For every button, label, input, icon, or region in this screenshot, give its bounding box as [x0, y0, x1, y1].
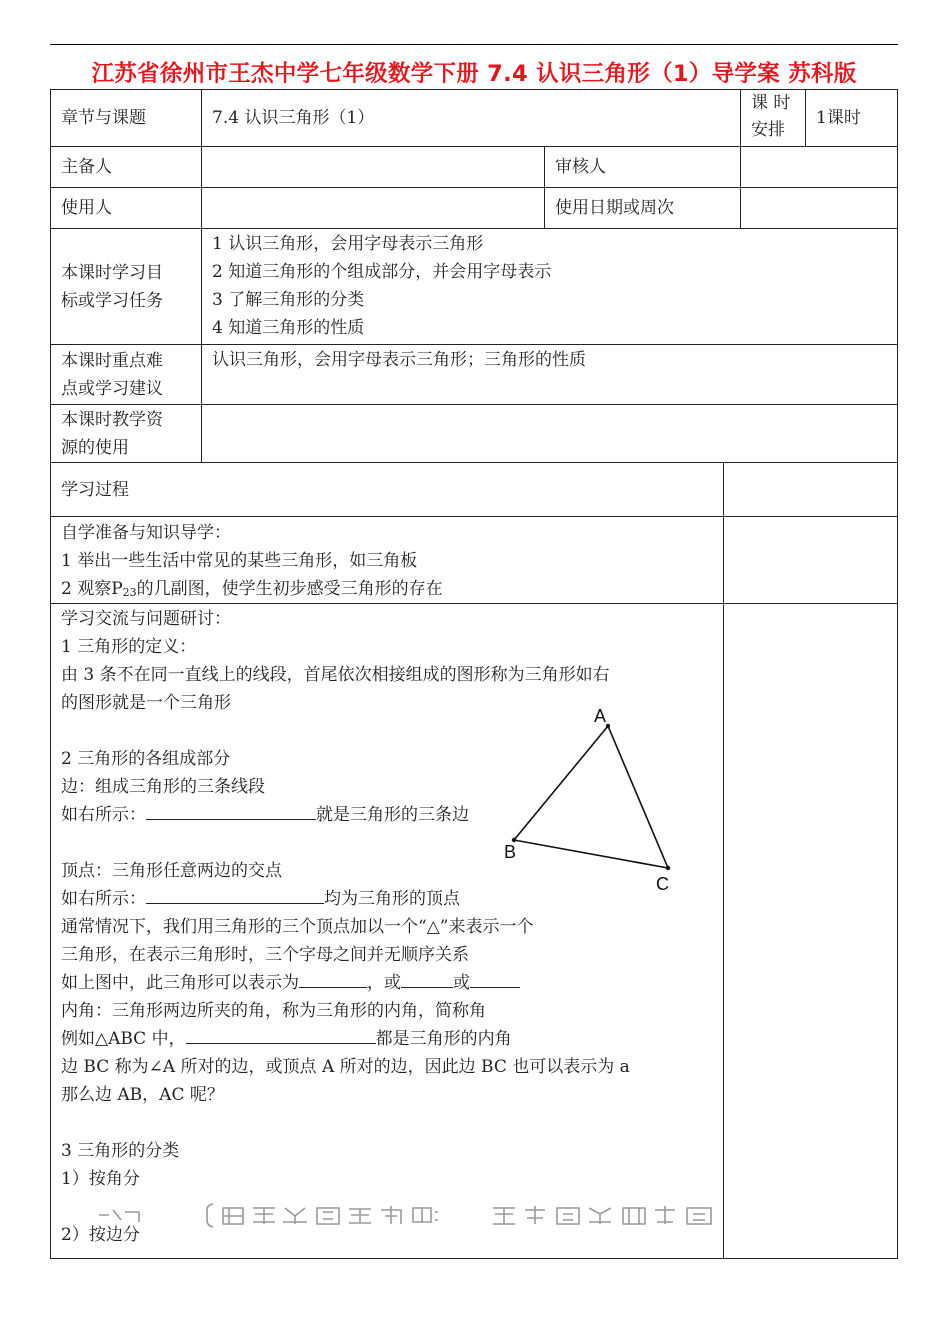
hours-label-line-1: 课 时 [751, 93, 791, 113]
user-label-cell [50, 187, 202, 229]
vertex-c-dot [666, 866, 670, 870]
angles-answer-blank[interactable] [186, 1025, 376, 1044]
study-heading: 学习交流与问题研讨： [61, 609, 231, 629]
notation-answer-blank-2[interactable] [401, 969, 453, 988]
prep-line-1: 1 举出一些生活中常见的某些三角形，如三角板 [61, 551, 418, 571]
reviewer-label: 审核人 [555, 157, 606, 177]
prep-side-cell [723, 516, 898, 604]
goal-item: 3 了解三角形的分类 [212, 290, 365, 310]
vertex-b-label: B [504, 842, 517, 862]
user-value-cell [201, 187, 545, 229]
chapter-label-cell [50, 89, 202, 147]
document-title: 江苏省徐州市王杰中学七年级数学下册 7.4 认识三角形（1）导学案 苏科版 [91, 61, 857, 87]
page-subscript: 23 [122, 586, 137, 599]
resources-label-line-1: 本课时教学资 [61, 409, 163, 430]
prep-line-2-b: 的几副图，使学生初步感受三角形的存在 [136, 579, 443, 599]
angle-fill-suffix: 都是三角形的内角 [375, 1029, 512, 1049]
chapter-label: 章节与课题 [61, 108, 146, 128]
notation-line-2: 三角形，在表示三角形时，三个字母之间并无顺序关系 [61, 945, 469, 965]
process-label: 学习过程 [61, 479, 129, 500]
date-label: 使用日期或周次 [555, 198, 674, 218]
parts-title: 2 三角形的各组成部分 [61, 749, 231, 769]
chapter-value-cell [201, 89, 741, 147]
resources-value-cell [201, 404, 898, 463]
user-label: 使用人 [61, 198, 112, 218]
angle-fill-prefix: 例如△ABC 中， [61, 1029, 186, 1049]
goal-item: 2 知道三角形的个组成部分，并会用字母表示 [212, 262, 552, 282]
angle-fill-line [61, 1025, 713, 1053]
hours-label-cell [740, 89, 806, 147]
goal-item: 4 知道三角形的性质 [212, 318, 365, 338]
resources-label-line-2: 源的使用 [61, 437, 129, 458]
notation-fill-prefix: 如上图中，此三角形可以表示为 [61, 973, 299, 993]
faded-classification-graphic [95, 1200, 725, 1230]
process-label-cell [50, 462, 724, 517]
side-fill-suffix: 就是三角形的三条边 [316, 805, 469, 825]
goal-item: 1 认识三角形，会用字母表示三角形 [212, 234, 484, 254]
goals-value-cell [201, 228, 898, 345]
reviewer-value-cell [740, 146, 898, 188]
resources-label-cell [50, 404, 202, 463]
hours-label-line-2: 安排 [751, 120, 785, 140]
classify-by-side: 2）按边分 [61, 1225, 140, 1245]
spacer [61, 1109, 713, 1137]
preparer-label: 主备人 [61, 157, 112, 177]
keypoints-label-cell [50, 344, 202, 405]
study-side-cell [723, 603, 898, 1259]
goals-label-cell [50, 228, 202, 345]
notation-fill-or-1: ，或 [367, 973, 401, 993]
preparer-label-cell [50, 146, 202, 188]
opposite-side-line-2: 那么边 AB，AC 呢？ [61, 1085, 224, 1105]
side-definition: 边：组成三角形的三条线段 [61, 777, 265, 797]
triangle-abc [514, 726, 668, 868]
definition-line-1: 由 3 条不在同一直线上的线段，首尾依次相接组成的图形称为三角形如右 [61, 665, 610, 685]
notation-answer-blank-1[interactable] [299, 969, 367, 988]
keypoints-label-line-2: 点或学习建议 [61, 378, 163, 399]
goals-label-line-2: 标或学习任务 [61, 290, 163, 311]
opposite-side-line-1: 边 BC 称为∠A 所对的边，或顶点 A 所对的边，因此边 BC 也可以表示为 a [61, 1057, 630, 1077]
vertex-definition: 顶点：三角形任意两边的交点 [61, 861, 282, 881]
header-rule [50, 44, 898, 45]
angle-definition: 内角：三角形两边所夹的角，称为三角形的内角，简称角 [61, 1001, 486, 1021]
keypoints-value-cell [201, 344, 898, 405]
side-fill-prefix: 如右所示： [61, 805, 146, 825]
vertices-answer-blank[interactable] [146, 885, 324, 904]
date-label-cell [544, 187, 741, 229]
notation-answer-blank-3[interactable] [470, 969, 520, 988]
notation-fill-or-2: 或 [453, 973, 470, 993]
keypoints-value: 认识三角形，会用字母表示三角形；三角形的性质 [212, 350, 586, 370]
process-side-cell [723, 462, 898, 517]
vertex-fill-prefix: 如右所示： [61, 889, 146, 909]
reviewer-label-cell [544, 146, 741, 188]
prep-cell [50, 516, 724, 604]
vertex-a-label: A [594, 706, 607, 726]
vertex-fill-suffix: 均为三角形的顶点 [324, 889, 460, 909]
sides-answer-blank[interactable] [146, 801, 316, 820]
classification-title: 3 三角形的分类 [61, 1141, 180, 1161]
vertex-c-label: C [656, 874, 669, 894]
vertex-a-dot [606, 724, 610, 728]
classify-by-angle: 1）按角分 [61, 1169, 140, 1189]
hours-value-cell [805, 89, 898, 147]
goals-label-line-1: 本课时学习目 [61, 262, 163, 283]
prep-heading: 自学准备与知识导学： [61, 523, 231, 543]
notation-line-1: 通常情况下，我们用三角形的三个顶点加以一个“△”来表示一个 [61, 917, 534, 937]
definition-line-2: 的图形就是一个三角形 [61, 693, 231, 713]
keypoints-label-line-1: 本课时重点难 [61, 350, 163, 371]
date-value-cell [740, 187, 898, 229]
triangle-figure [500, 700, 690, 900]
notation-fill-line [61, 969, 713, 997]
definition-title: 1 三角形的定义： [61, 637, 197, 657]
hours-value: 1课时 [816, 108, 861, 128]
chapter-value: 7.4 认识三角形（1） [212, 108, 375, 128]
preparer-value-cell [201, 146, 545, 188]
prep-line-2-a: 2 观察P [61, 579, 123, 599]
